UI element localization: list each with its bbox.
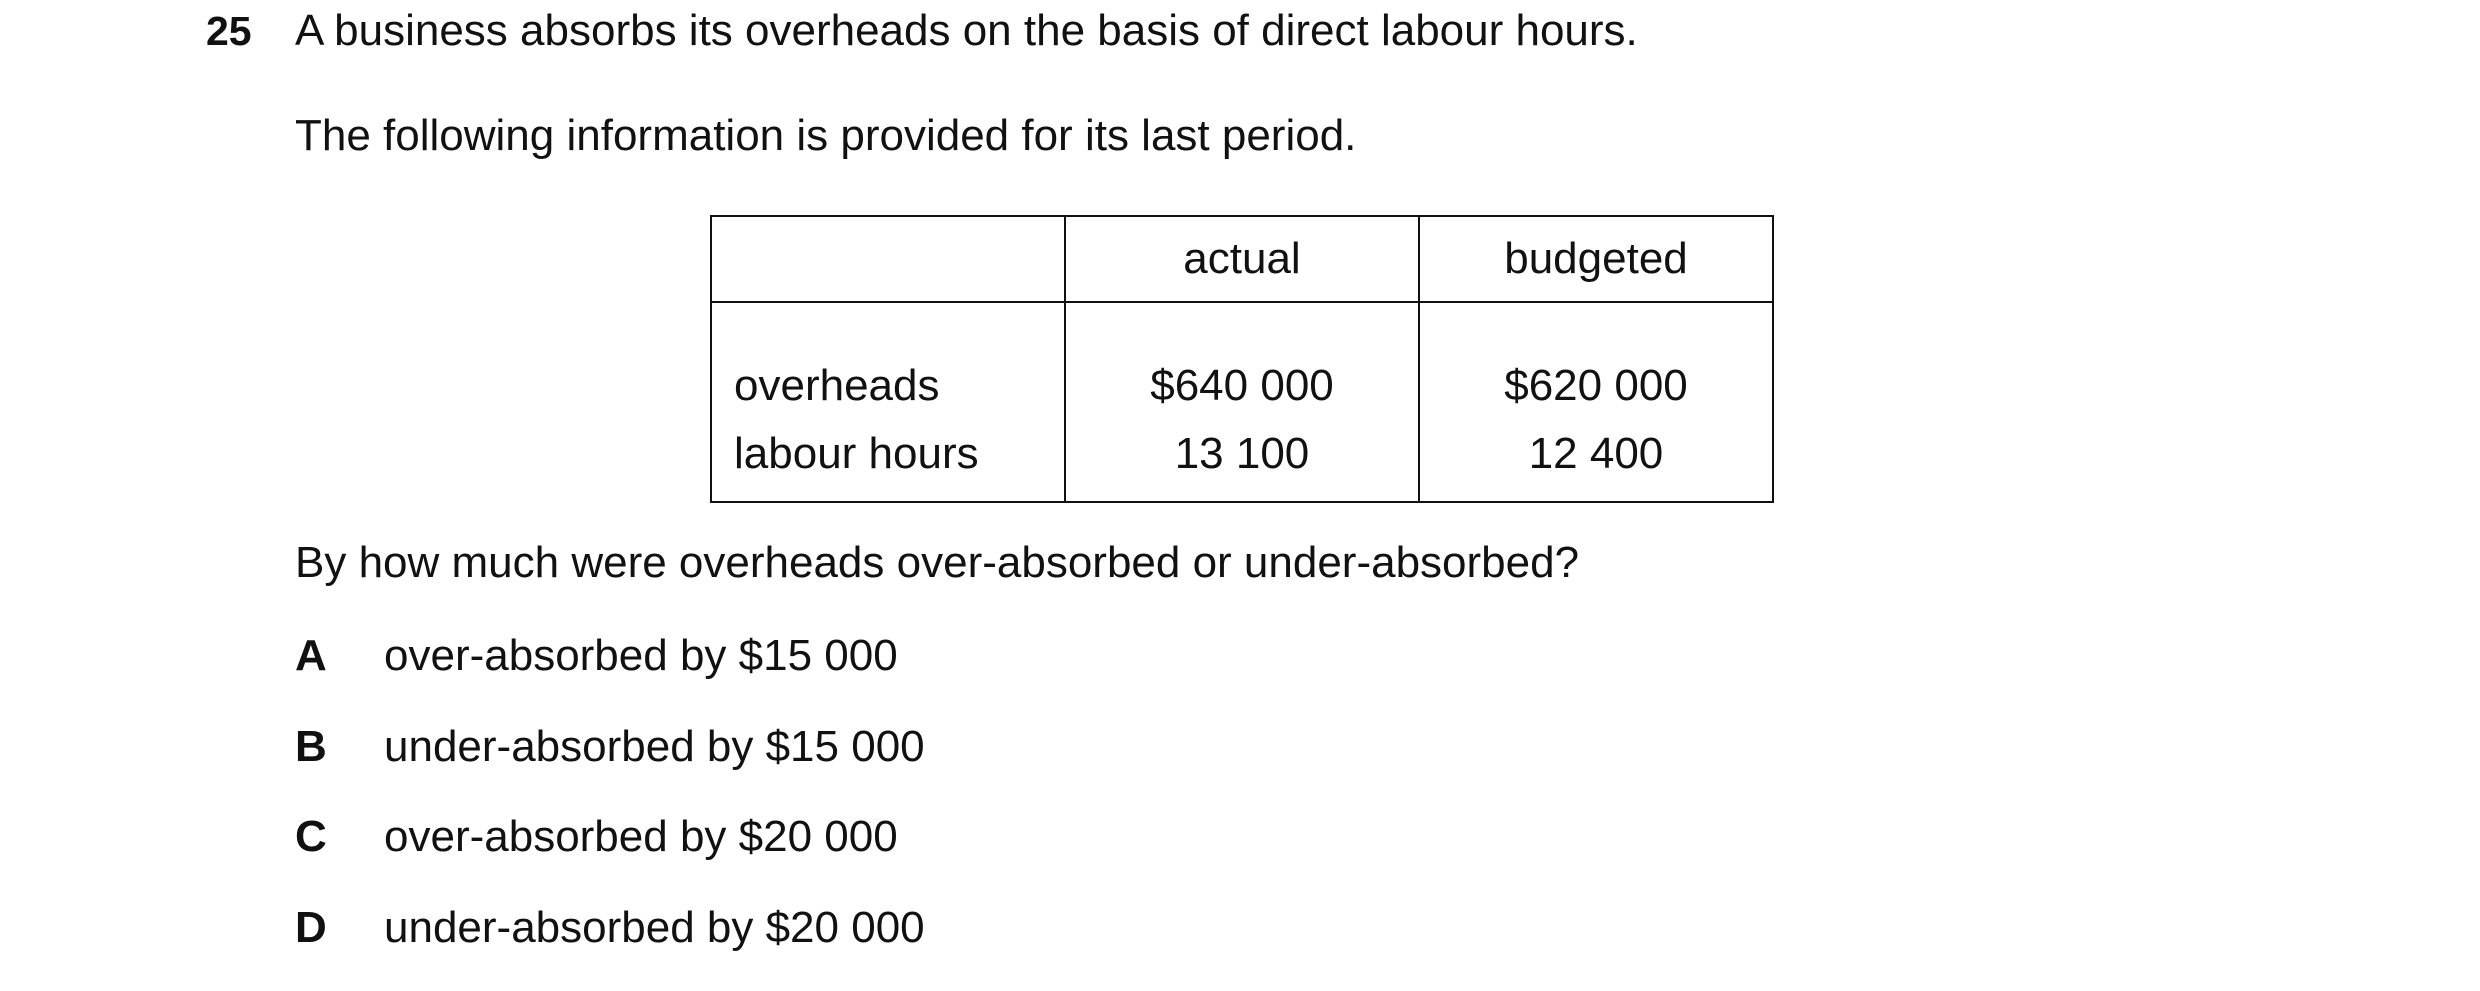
table-header-row — [711, 216, 1773, 302]
question-number: 25 — [206, 8, 252, 54]
table-header-budgeted: budgeted — [1419, 216, 1773, 302]
table-header-empty — [711, 216, 1065, 302]
option-letter: A — [295, 631, 327, 680]
table-header-actual: actual — [1065, 216, 1419, 302]
question-prompt: By how much were overheads over-absorbed or under-absorbed? — [295, 538, 1580, 587]
option-b[interactable] — [295, 718, 925, 776]
option-text: over-absorbed by $15 000 — [384, 631, 898, 680]
option-a[interactable] — [295, 627, 898, 685]
information-table — [710, 215, 1774, 503]
option-letter: D — [295, 903, 327, 952]
table-row — [711, 302, 1773, 417]
option-text: over-absorbed by $20 000 — [384, 812, 898, 861]
option-letter: B — [295, 722, 327, 771]
row-label-overheads: overheads — [711, 302, 1065, 417]
cell-overheads-budgeted: $620 000 — [1419, 302, 1773, 417]
question-stem-line2: The following information is provided for its last period. — [295, 111, 1357, 160]
row-label-labour-hours: labour hours — [711, 417, 1065, 502]
cell-labour-hours-budgeted: 12 400 — [1419, 417, 1773, 502]
option-text: under-absorbed by $20 000 — [384, 903, 925, 952]
table-row — [711, 417, 1773, 502]
option-c[interactable] — [295, 808, 898, 866]
question-stem-line1: A business absorbs its overheads on the basis of direct labour hours. — [295, 6, 1638, 55]
option-d[interactable] — [295, 899, 925, 957]
option-text: under-absorbed by $15 000 — [384, 722, 925, 771]
cell-labour-hours-actual: 13 100 — [1065, 417, 1419, 502]
option-letter: C — [295, 812, 327, 861]
cell-overheads-actual: $640 000 — [1065, 302, 1419, 417]
